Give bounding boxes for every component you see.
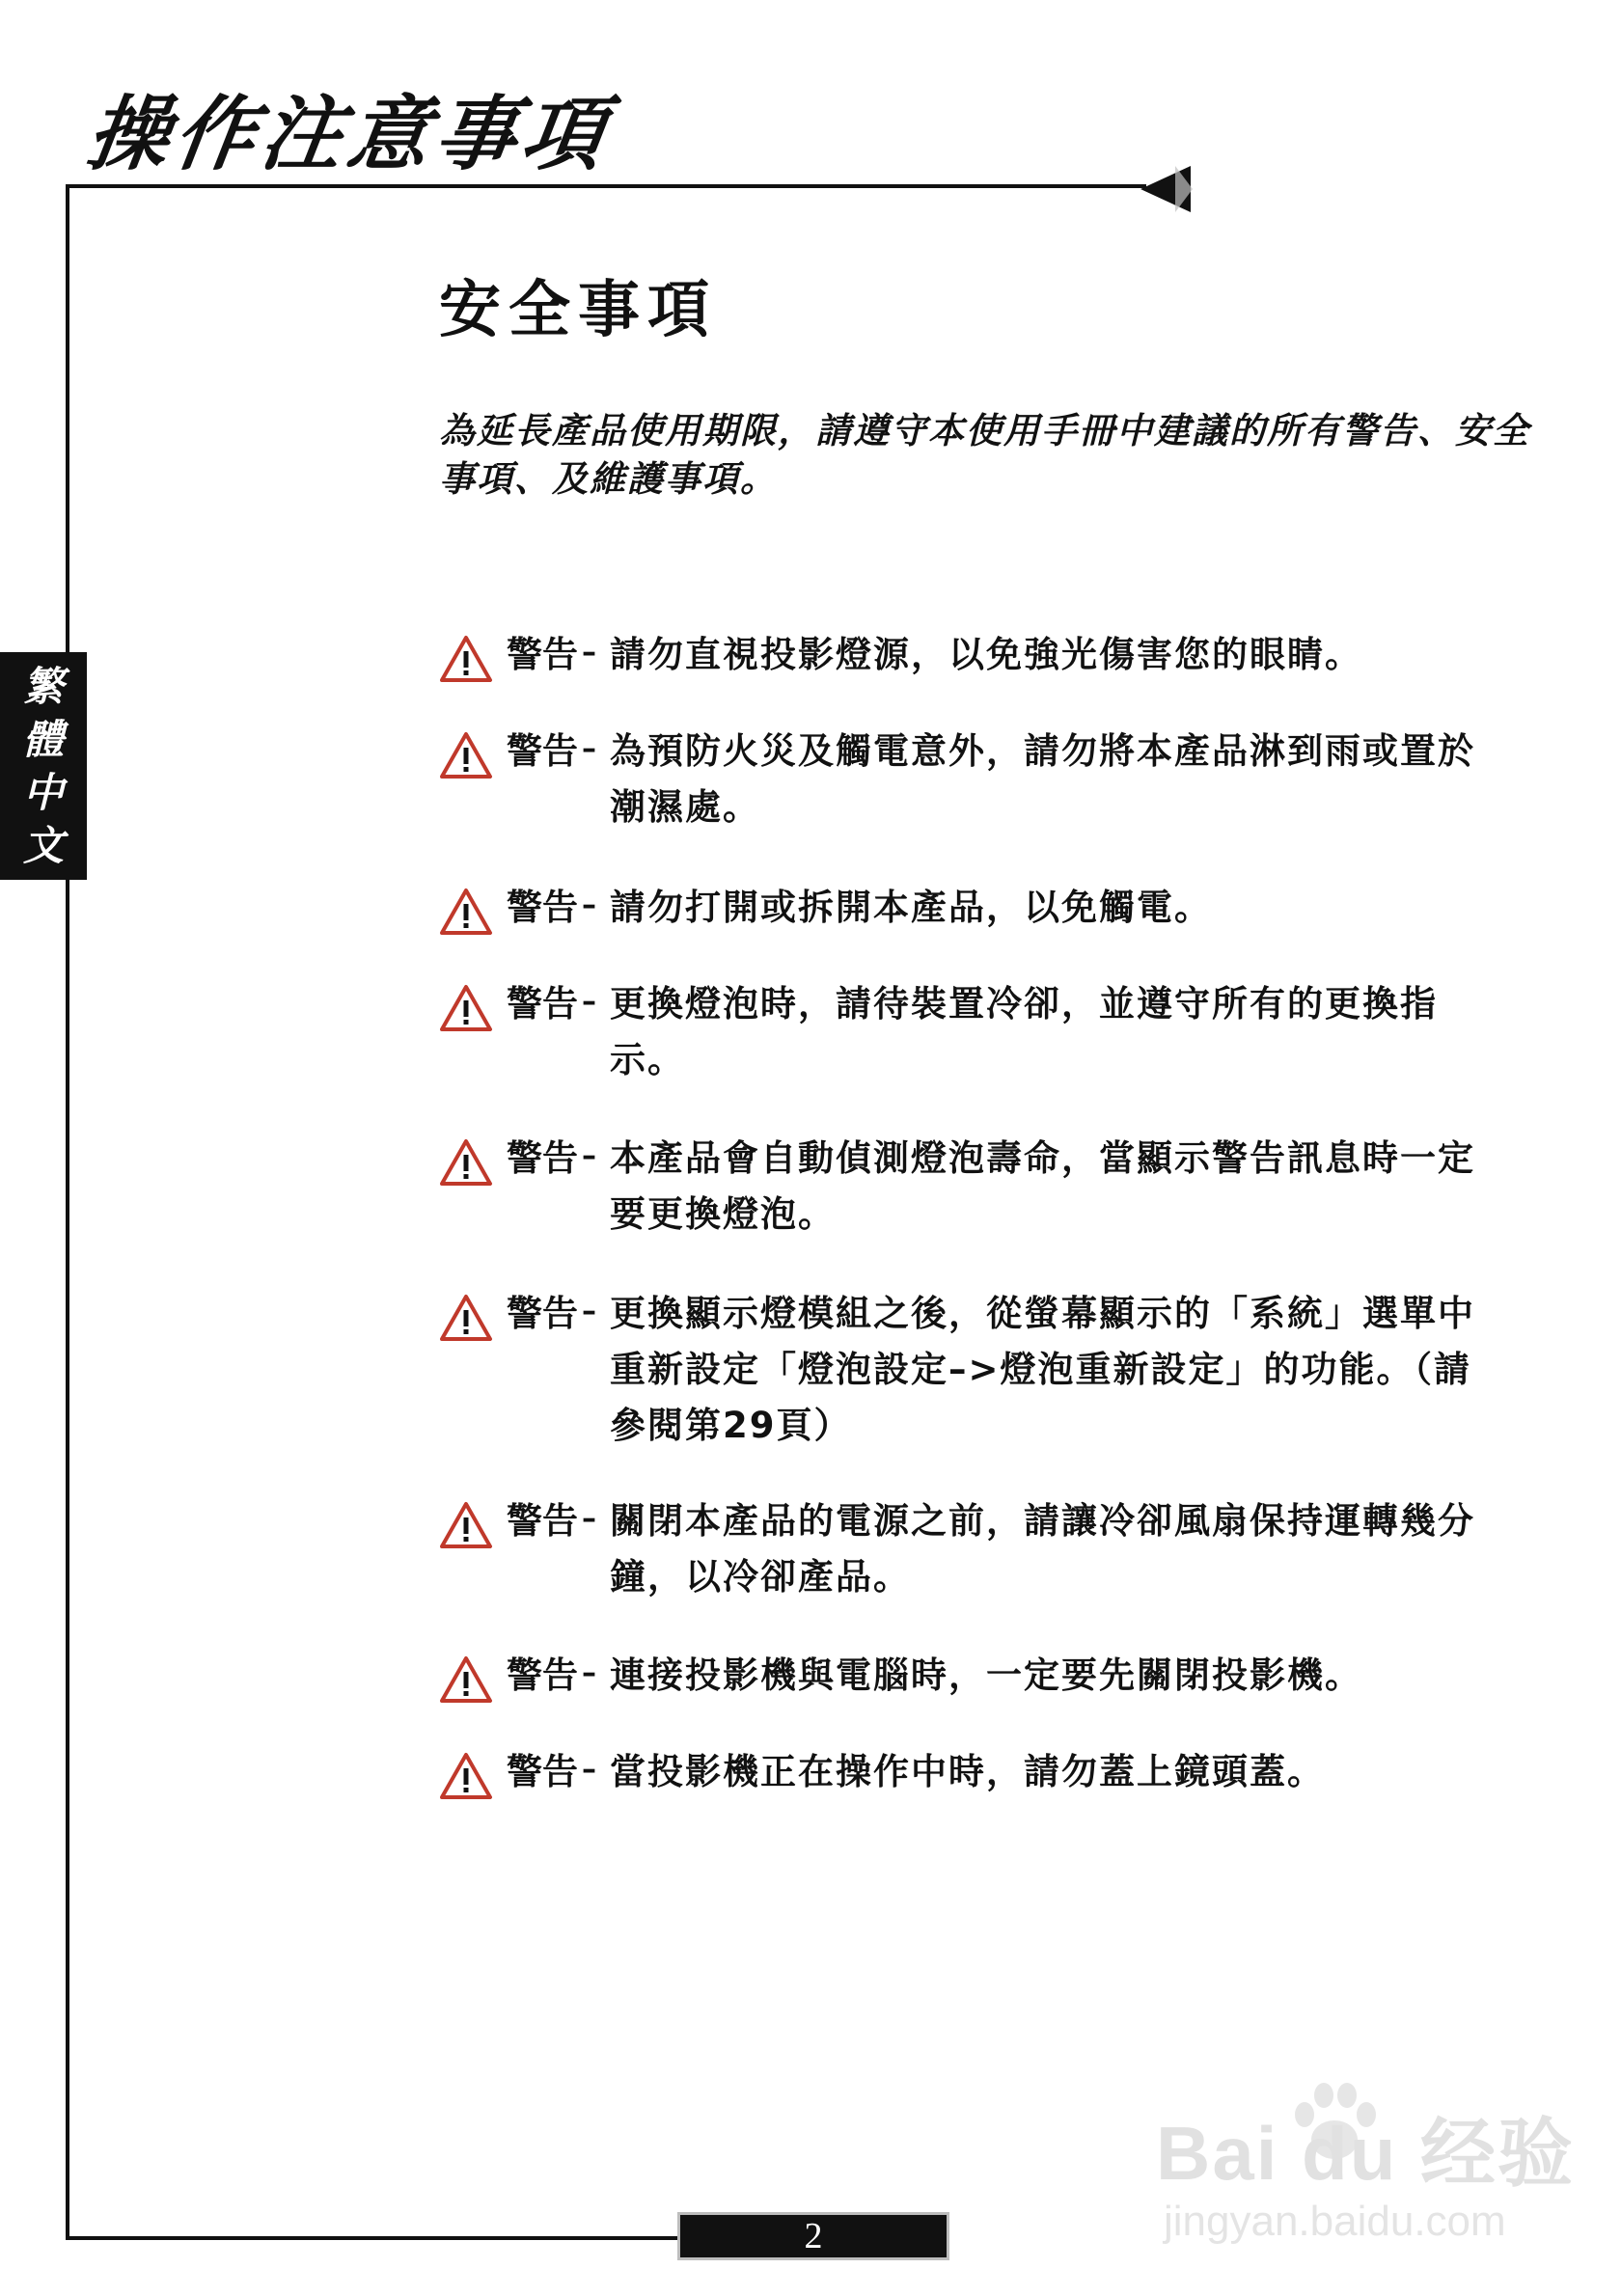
side-tab-char: 文 (22, 821, 64, 869)
side-tab-char: 中 (22, 768, 64, 816)
section-title: 安全事項 (439, 275, 717, 346)
left-arrow-icon (1137, 162, 1195, 216)
page-header-title: 操作注意事項 (81, 87, 616, 181)
intro-paragraph: 為延長產品使用期限，請遵守本使用手冊中建議的所有警告、安全事項、及維護事項。 (439, 410, 1530, 500)
frame-left-rule (66, 184, 69, 2240)
warning-label: 警告 (507, 983, 578, 1025)
warning-separator: – (582, 985, 596, 1019)
warning-item (439, 1648, 1539, 1704)
warning-text: 請勿打開或拆開本產品，以免觸電。 (610, 887, 1212, 928)
warning-text: 連接投影機與電腦時，一定要先關閉投影機。 (610, 1654, 1362, 1696)
warning-separator: – (582, 1656, 596, 1690)
warning-label: 警告 (507, 1500, 578, 1542)
side-tab-char: 體 (22, 715, 64, 763)
warning-item (439, 1744, 1539, 1800)
warning-triangle-icon (439, 635, 493, 683)
warning-text: 更換顯示燈模組之後，從螢幕顯示的「系統」選單中重新設定「燈泡設定–>燈泡重新設定」的功能。（請參閱第29頁） (610, 1293, 1475, 1446)
warning-item (439, 1286, 1539, 1454)
warning-separator: – (582, 888, 596, 922)
warning-triangle-icon (439, 888, 493, 936)
warning-text: 本產品會自動偵測燈泡壽命，當顯示警告訊息時一定要更換燈泡。 (610, 1137, 1475, 1235)
warning-item (439, 1493, 1539, 1605)
watermark-logo-text: Bai du 经验 (1156, 2111, 1576, 2196)
warning-separator: – (582, 1753, 596, 1787)
warning-label: 警告 (507, 1293, 578, 1334)
warning-label: 警告 (507, 730, 578, 772)
frame-top-rule (66, 184, 1146, 188)
warning-text: 關閉本產品的電源之前，請讓冷卻風扇保持運轉幾分鐘，以冷卻產品。 (610, 1500, 1475, 1598)
baidu-watermark (1156, 2074, 1576, 2267)
frame-bottom-rule (66, 2236, 683, 2240)
warning-separator: – (582, 1139, 596, 1173)
warning-label: 警告 (507, 1654, 578, 1696)
side-tab-char: 繁 (22, 662, 64, 710)
warning-text: 當投影機正在操作中時，請勿蓋上鏡頭蓋。 (610, 1751, 1325, 1792)
warning-text: 為預防火災及觸電意外，請勿將本產品淋到雨或置於潮濕處。 (610, 730, 1475, 828)
page-number: 2 (677, 2212, 949, 2260)
warning-text: 更換燈泡時，請待裝置冷卻，並遵守所有的更換指示。 (610, 983, 1438, 1080)
warning-triangle-icon (439, 1752, 493, 1800)
warning-text: 請勿直視投影燈源，以免強光傷害您的眼睛。 (610, 634, 1362, 675)
warning-label: 警告 (507, 887, 578, 928)
warning-label: 警告 (507, 1751, 578, 1792)
warning-item (439, 724, 1539, 835)
warning-triangle-icon (439, 1655, 493, 1704)
warning-item (439, 627, 1539, 683)
warning-separator: – (582, 1502, 596, 1536)
warning-item (439, 880, 1539, 936)
warning-triangle-icon (439, 1294, 493, 1342)
warning-label: 警告 (507, 1137, 578, 1179)
warning-separator: – (582, 732, 596, 766)
watermark-url: jingyan.baidu.com (1164, 2198, 1506, 2245)
warning-separator: – (582, 636, 596, 670)
warning-item (439, 976, 1539, 1088)
warning-triangle-icon (439, 984, 493, 1032)
warning-label: 警告 (507, 634, 578, 675)
warning-triangle-icon (439, 731, 493, 779)
language-side-tab (0, 652, 87, 880)
warning-triangle-icon (439, 1501, 493, 1549)
warning-separator: – (582, 1295, 596, 1328)
warning-triangle-icon (439, 1138, 493, 1187)
warning-item (439, 1131, 1539, 1243)
